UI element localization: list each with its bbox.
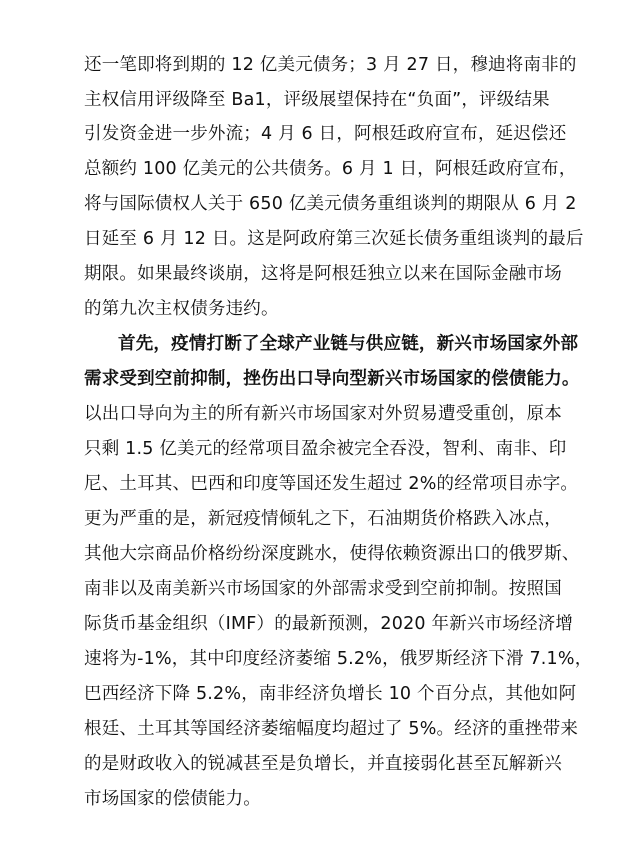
paragraph-2-line: 更为严重的是，新冠疫情倾轧之下，石油期货价格跌入冰点， [84, 509, 562, 529]
paragraph-2-line: 的是财政收入的锐减甚至是负增长，并直接弱化甚至瓦解新兴 [84, 754, 562, 774]
paragraph-1-line: 将与国际债权人关于 650 亿美元债务重组谈判的期限从 6 月 2 [84, 194, 577, 214]
paragraph-2-line: 际货币基金组织（IMF）的最新预测，2020 年新兴市场经济增 [84, 614, 574, 634]
paragraph-2-line: 速将为-1%，其中印度经济萎缩 5.2%，俄罗斯经济下滑 7.1%， [84, 649, 593, 669]
paragraph-1-line: 总额约 100 亿美元的公共债务。6 月 1 日，阿根廷政府宣布， [84, 159, 577, 179]
paragraph-2-line: 以出口导向为主的所有新兴市场国家对外贸易遭受重创，原本 [84, 404, 562, 424]
paragraph-2-bold-line: 首先，疫情打断了全球产业链与供应链，新兴市场国家外部 [118, 334, 579, 354]
paragraph-1-line: 日延至 6 月 12 日。这是阿政府第三次延长债务重组谈判的最后 [84, 229, 584, 249]
paragraph-1-line: 期限。如果最终谈崩，这将是阿根廷独立以来在国际金融市场 [84, 264, 562, 284]
paragraph-1-line: 的第九次主权债务违约。 [84, 299, 279, 319]
paragraph-2-line: 南非以及南美新兴市场国家的外部需求受到空前抑制。按照国 [84, 579, 562, 599]
paragraph-2-line: 巴西经济下降 5.2%，南非经济负增长 10 个百分点，其他如阿 [84, 684, 577, 704]
paragraph-1-line: 还一笔即将到期的 12 亿美元债务；3 月 27 日，穆迪将南非的 [84, 55, 577, 75]
paragraph-2-bold-line: 需求受到空前抑制，挫伤出口导向型新兴市场国家的偿债能力。 [84, 369, 580, 389]
paragraph-2-line: 根廷、土耳其等国经济萎缩幅度均超过了 5%。经济的重挫带来 [84, 719, 579, 739]
paragraph-2-line: 尼、土耳其、巴西和印度等国还发生超过 2%的经常项目赤字。 [84, 474, 579, 494]
paragraph-1-line: 引发资金进一步外流；4 月 6 日，阿根廷政府宣布，延迟偿还 [84, 124, 567, 144]
paragraph-1-line: 主权信用评级降至 Ba1，评级展望保持在“负面”，评级结果 [84, 90, 550, 110]
paragraph-2-line: 其他大宗商品价格纷纷深度跳水，使得依赖资源出口的俄罗斯、 [84, 544, 580, 564]
paragraph-2-line: 市场国家的偿债能力。 [84, 789, 261, 809]
paragraph-2-line: 只剩 1.5 亿美元的经常项目盈余被完全吞没，智利、南非、印 [84, 439, 567, 459]
